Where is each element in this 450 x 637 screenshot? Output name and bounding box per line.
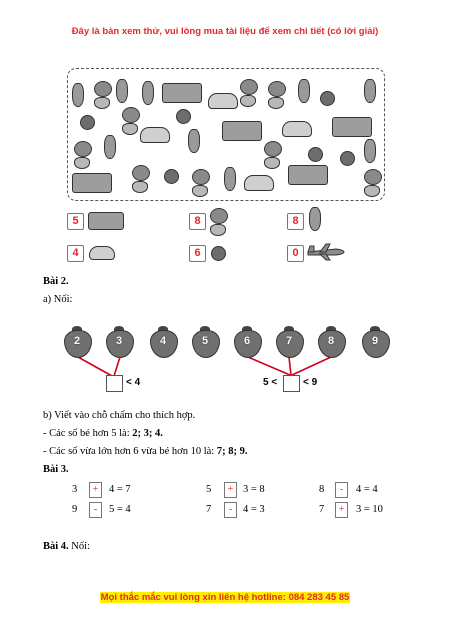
- equation-1-operator: +: [89, 482, 102, 498]
- strawberry-6: [234, 326, 260, 356]
- strawberry-number: 3: [115, 335, 123, 347]
- compare-left-label: < 4: [126, 377, 141, 388]
- strawberry-9: [362, 326, 388, 356]
- strawberry-number: 2: [73, 335, 81, 347]
- hotline-banner-wrap: [0, 587, 450, 605]
- exercise-4-title: Bài 4.: [43, 541, 69, 552]
- equation-3-a: 8: [319, 484, 325, 495]
- count-box-ball: 6: [189, 245, 206, 262]
- exercise-2b-label: b) Viết vào chỗ chấm cho thích hợp.: [43, 410, 196, 421]
- strawberry-number: 9: [371, 335, 379, 347]
- strawberry-7: [276, 326, 302, 356]
- line2-answer: 7; 8; 9.: [216, 446, 248, 457]
- equation-4-rest: 5 = 4: [109, 504, 131, 515]
- exercise-2b-line2: [43, 446, 247, 457]
- preview-banner: Đây là bản xem thử, vui lòng mua tài liệu để xem chi tiết (có lời giải): [71, 26, 379, 37]
- line1-answer: 2; 3; 4.: [132, 428, 163, 439]
- compare-right-prefix: 5 <: [263, 377, 278, 388]
- equation-6-rest: 3 = 10: [356, 504, 383, 515]
- strawberry-5: [192, 326, 218, 356]
- exercise-3-title: Bài 3.: [43, 464, 69, 475]
- count-box-car: 4: [67, 245, 84, 262]
- strawberry-number: 4: [159, 335, 167, 347]
- equation-4-operator: -: [89, 502, 102, 518]
- equation-6-a: 7: [319, 504, 325, 515]
- exercise-2b-line1: [43, 428, 163, 439]
- equation-6-operator: +: [335, 502, 348, 518]
- compare-right-suffix: < 9: [303, 377, 318, 388]
- exercise-4-text: Nối:: [68, 541, 90, 552]
- strawberry-2: [64, 326, 90, 356]
- strawberry-number: 8: [327, 335, 335, 347]
- line2-prefix: - Các số vừa lớn hơn 6 vừa bé hơn 10 là:: [43, 446, 217, 457]
- strawberry-number: 7: [285, 335, 293, 347]
- line1-prefix: - Các số bé hơn 5 là:: [43, 428, 133, 439]
- equation-3-operator: -: [335, 482, 348, 498]
- equation-2-rest: 3 = 8: [243, 484, 265, 495]
- equation-4-a: 9: [72, 504, 78, 515]
- exercise-4-heading: [43, 541, 90, 552]
- hotline-banner: Mọi thắc mắc vui lòng xin liên hệ hotline: 084 283 45 85: [100, 592, 350, 603]
- exercise-2-title: Bài 2.: [43, 276, 69, 287]
- count-box-truck: 5: [67, 213, 84, 230]
- compare-box-right: [283, 375, 300, 392]
- equation-5-operator: -: [224, 502, 237, 518]
- count-box-bear: 8: [189, 213, 206, 230]
- strawberry-number: 5: [201, 335, 209, 347]
- equation-2-operator: +: [224, 482, 237, 498]
- equation-1-a: 3: [72, 484, 78, 495]
- strawberry-4: [150, 326, 176, 356]
- equation-5-a: 7: [206, 504, 212, 515]
- equation-5-rest: 4 = 3: [243, 504, 265, 515]
- strawberry-8: [318, 326, 344, 356]
- equation-1-rest: 4 = 7: [109, 484, 131, 495]
- count-box-rabbit: 8: [287, 213, 304, 230]
- strawberry-number: 6: [243, 335, 251, 347]
- exercise-2a-label: a) Nối:: [43, 294, 73, 305]
- compare-box-left: [106, 375, 123, 392]
- count-box-plane: 0: [287, 245, 304, 262]
- strawberry-3: [106, 326, 132, 356]
- equation-2-a: 5: [206, 484, 212, 495]
- equation-3-rest: 4 = 4: [356, 484, 378, 495]
